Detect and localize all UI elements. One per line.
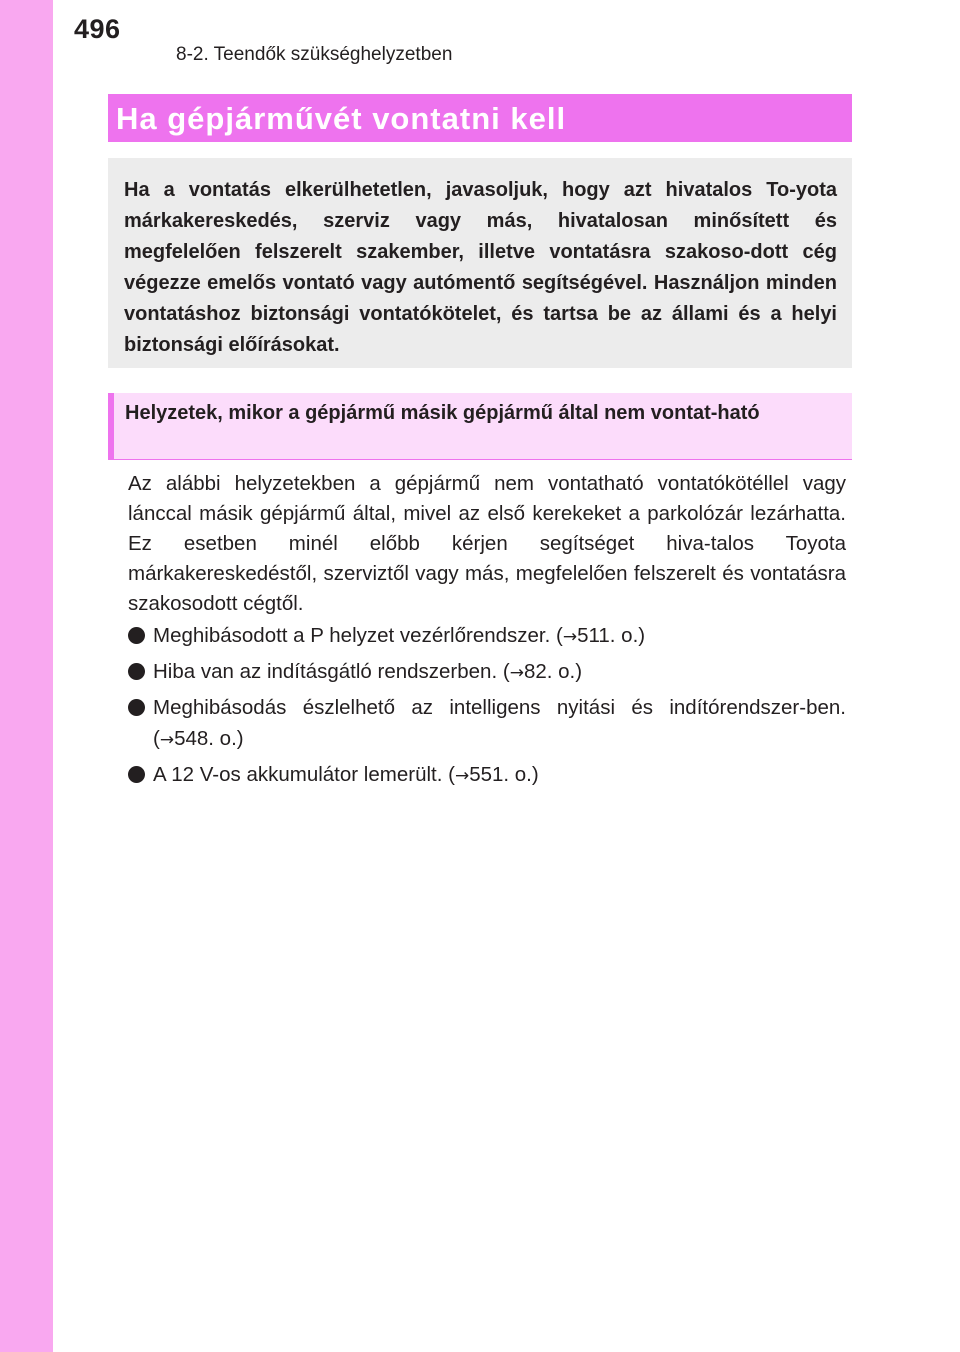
side-color-band (0, 0, 53, 1352)
running-header: 8-2. Teendők szükséghelyzetben (176, 44, 453, 65)
bullet-list (128, 620, 846, 795)
section-title: Ha gépjárművét vontatni kell (116, 101, 567, 136)
bullet-text: Meghibásodott a P helyzet vezérlőrendszer. ( (153, 624, 563, 647)
bullet-icon (128, 699, 145, 716)
intro-box (108, 158, 852, 368)
arrow-right-icon: → (562, 627, 578, 647)
intro-text: Ha a vontatás elkerülhetetlen, javasoljuk, hogy azt hivatalos To-yota márkakereskedés, szerviz vagy más, hivatalosan minősített és megfelelően felszerelt szakember, illetve vontatásra szakoso-dott cég végezze emelős vontató vagy autómentő segítségével. Használjon minden vontatáshoz biztonsági vontatókötelet, és tartsa be az állami és a helyi biztonsági előírásokat. (124, 179, 837, 356)
bullet-icon (128, 663, 145, 680)
arrow-right-icon: → (454, 766, 470, 786)
list-item (128, 759, 846, 792)
page-reference: 551. o.) (469, 763, 539, 786)
list-item (128, 656, 846, 689)
page-number: 496 (74, 14, 121, 44)
page-reference: 82. o.) (523, 660, 583, 683)
subsection-heading (108, 393, 852, 460)
bullet-icon (128, 627, 145, 644)
body-paragraph: Az alábbi helyzetekben a gépjármű nem vontatható vontatókötéllel vagy lánccal másik gépjármű által, mivel az első kerekeket a parkolózár lezárhatta. Ez esetben minél előbb kérjen segítséget hiva-talos Toyota márkakereskedéstől, szerviztől vagy más, megfelelően felszerelt és vontatásra szakosodott cégtől. (128, 472, 846, 615)
arrow-right-icon: → (159, 730, 175, 750)
section-title-bar (108, 94, 852, 142)
page-reference: 511. o.) (577, 624, 646, 647)
bullet-text: Meghibásodás észlelhető az intelligens nyitási és indítórendszer-ben. ( (153, 696, 846, 750)
bullet-text: A 12 V-os akkumulátor lemerült. ( (153, 763, 455, 786)
subsection-title: Helyzetek, mikor a gépjármű másik gépjármű által nem vontat-ható (125, 402, 760, 424)
list-item (128, 692, 846, 756)
list-item (128, 620, 846, 653)
bullet-text: Hiba van az indításgátló rendszerben. ( (153, 660, 510, 683)
page-reference: 548. o.) (174, 727, 244, 750)
bullet-icon (128, 766, 145, 783)
arrow-right-icon: → (509, 663, 524, 683)
